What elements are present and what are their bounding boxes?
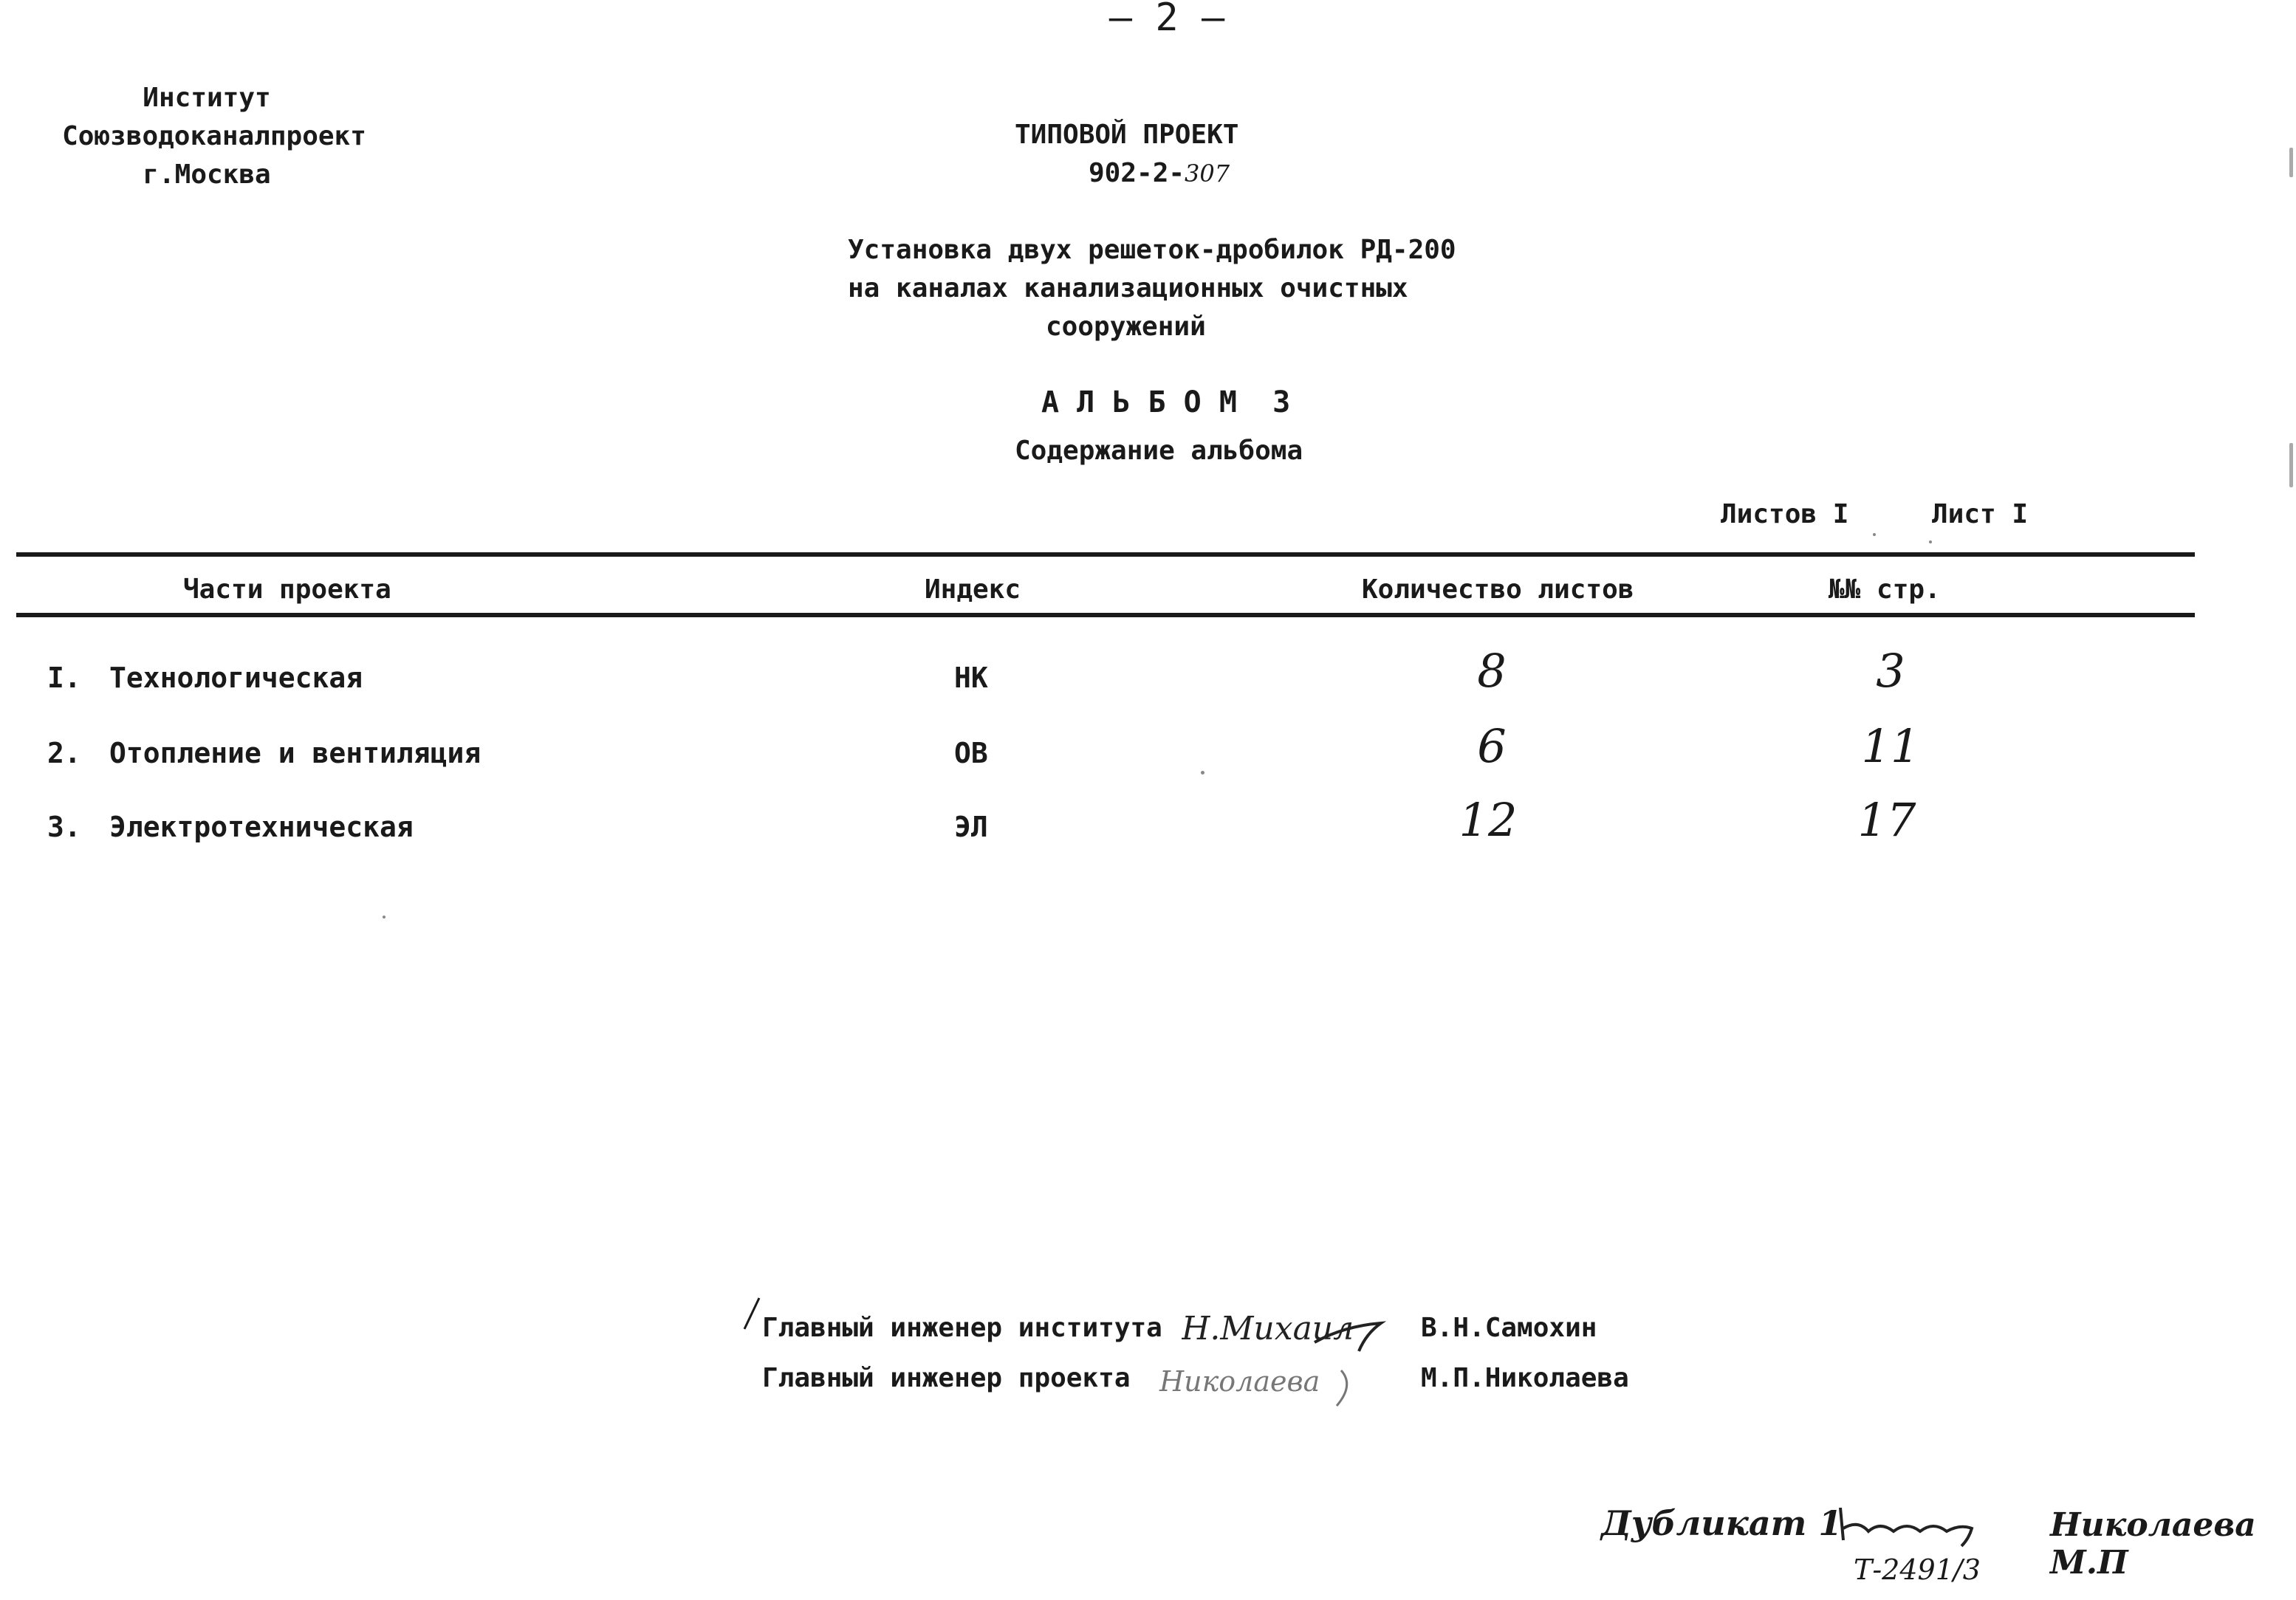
signature-role: Главный инженер института [762, 1313, 1162, 1343]
duplicate-signature [1836, 1499, 1984, 1551]
signature-name: В.Н.Самохин [1421, 1313, 1597, 1343]
row-sheet-count: 12 [1459, 793, 1518, 847]
scan-edge-mark [2289, 148, 2293, 177]
responsible-name: Николаева М.П [2050, 1506, 2256, 1582]
row-number: 2. [47, 737, 81, 769]
signature-handwriting: Н.Михаил [1182, 1310, 1354, 1347]
header-index: Индекс [925, 574, 1021, 605]
row-part: Электротехническая [109, 811, 414, 843]
table-header-rule [16, 613, 2195, 617]
project-code [1089, 158, 1230, 188]
project-title-line-1: Установка двух решеток-дробилок РД-200 [848, 235, 1456, 265]
album-subtitle: Содержание альбома [1015, 436, 1303, 466]
signature-name: М.П.Николаева [1421, 1363, 1629, 1393]
slash-mark [741, 1297, 762, 1332]
row-sheet-count: 8 [1477, 644, 1507, 698]
row-part: Технологическая [109, 662, 363, 694]
row-index: ЭЛ [954, 811, 988, 843]
scan-speck [1201, 771, 1204, 775]
signature-image [1156, 1348, 1363, 1415]
row-number: I. [47, 662, 81, 694]
project-title-line-3: сооружений [1046, 312, 1206, 342]
row-number: 3. [47, 811, 81, 843]
institute-name: Институт [143, 83, 271, 113]
header-page-number: №№ стр. [1829, 574, 1941, 605]
header-part: Части проекта [183, 574, 391, 605]
signature-handwriting: Николаева [1159, 1365, 1320, 1398]
scan-speck [383, 916, 385, 919]
sheets-total: Листов I [1721, 499, 1849, 529]
page-number: – 2 – [1108, 0, 1225, 40]
header-sheet-count: Количество листов [1362, 574, 1634, 605]
sheet-number: Лист I [1932, 499, 2029, 529]
project-code-prefix: 902-2- [1089, 158, 1185, 188]
row-page: 11 [1861, 719, 1920, 773]
row-index: ОВ [954, 737, 988, 769]
signature-role: Главный инженер проекта [762, 1363, 1131, 1393]
album-title: А Л Ь Б О М 3 [1041, 385, 1291, 419]
project-type-label: ТИПОВОЙ ПРОЕКТ [1015, 120, 1239, 150]
row-index: НК [954, 662, 988, 694]
scan-edge-mark [2289, 443, 2293, 487]
institute-city: г.Москва [143, 159, 271, 190]
project-title-line-2: на каналах канализационных очистных [848, 273, 1408, 303]
institute-organization: Союзводоканалпроект [62, 121, 366, 151]
row-page: 3 [1876, 644, 1905, 698]
table-top-rule [16, 552, 2195, 557]
row-sheet-count: 6 [1477, 719, 1507, 773]
row-page: 17 [1857, 793, 1916, 847]
project-code-suffix: 307 [1185, 159, 1230, 188]
scan-speck [1873, 533, 1876, 536]
row-part: Отопление и вентиляция [109, 737, 482, 769]
inventory-number: Т-2491/3 [1854, 1553, 1981, 1586]
duplicate-label: Дубликат 1 [1601, 1503, 1843, 1543]
scan-speck [1929, 540, 1932, 543]
